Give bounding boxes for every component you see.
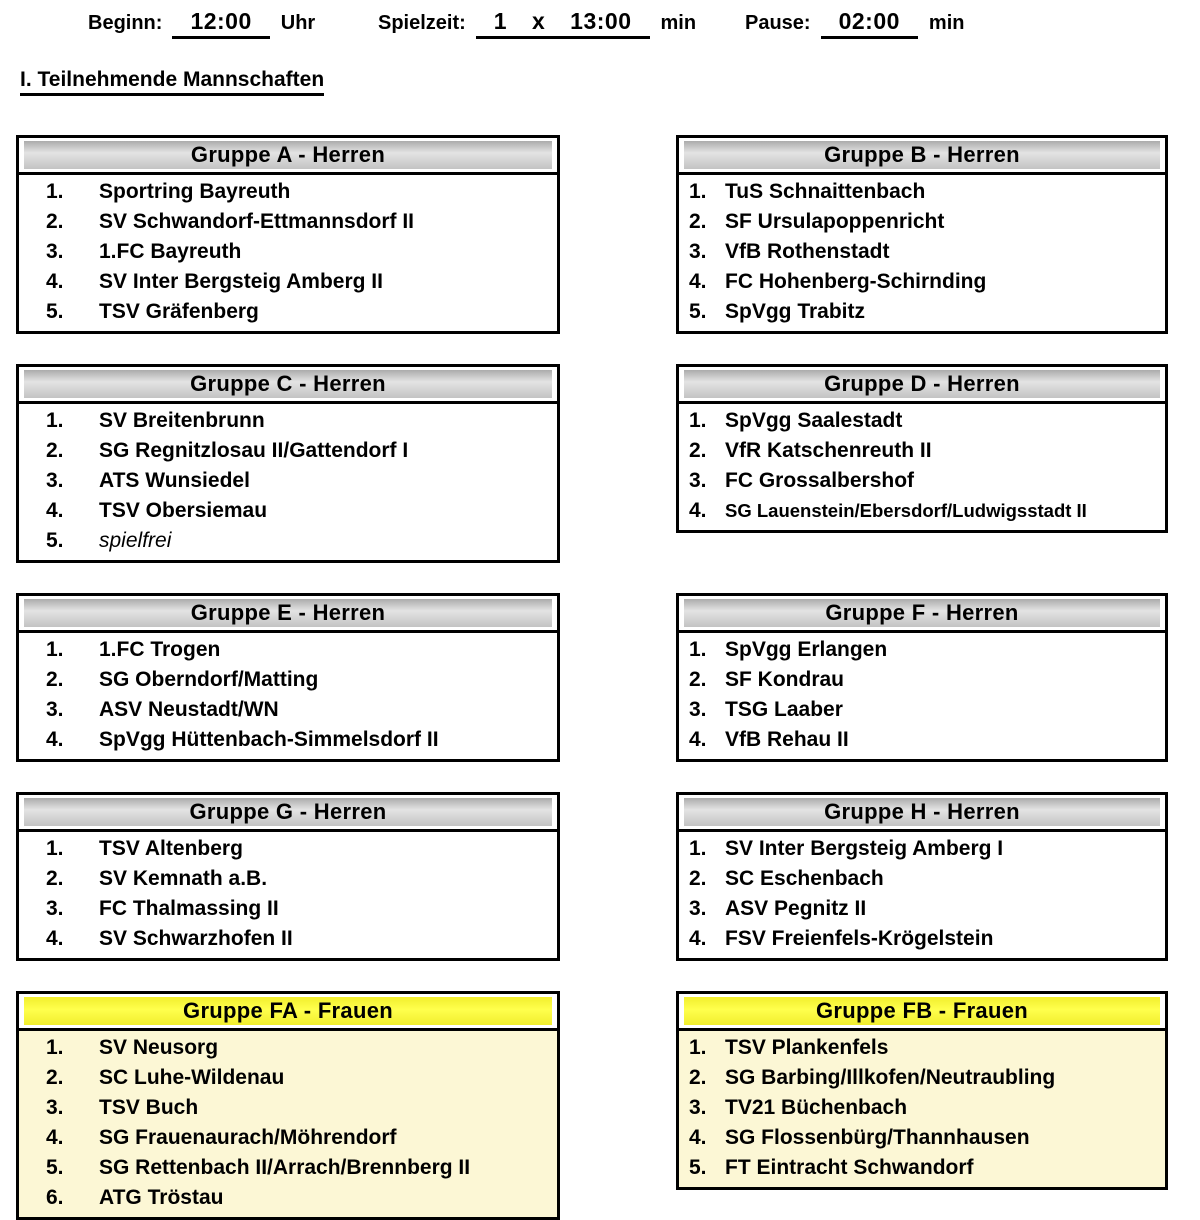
team-row bbox=[19, 1183, 557, 1213]
team-number: 3. bbox=[689, 897, 707, 920]
team-name: TuS Schnaittenbach bbox=[725, 180, 926, 203]
group-team-list bbox=[19, 1031, 557, 1217]
team-name: ATG Tröstau bbox=[99, 1186, 224, 1209]
team-number: 2. bbox=[46, 867, 64, 890]
team-number: 1. bbox=[46, 180, 64, 203]
pause-value: 02:00 bbox=[821, 8, 918, 39]
team-name: SpVgg Trabitz bbox=[725, 300, 866, 323]
team-name: VfR Katschenreuth II bbox=[725, 439, 932, 462]
team-number: 4. bbox=[46, 1126, 64, 1149]
team-name: SG Flossenbürg/Thannhausen bbox=[725, 1126, 1030, 1149]
team-number: 1. bbox=[689, 180, 707, 203]
group-grid bbox=[16, 135, 1200, 1220]
team-row bbox=[19, 496, 557, 526]
group-box bbox=[676, 364, 1168, 533]
group-title: Gruppe G - Herren bbox=[24, 798, 552, 826]
team-row bbox=[679, 297, 1165, 327]
group-header bbox=[679, 994, 1165, 1031]
team-name: SV Kemnath a.B. bbox=[99, 867, 268, 890]
team-number: 3. bbox=[689, 1096, 707, 1119]
team-row bbox=[679, 725, 1165, 755]
team-name: TSV Plankenfels bbox=[725, 1036, 889, 1059]
team-name: SV Breitenbrunn bbox=[99, 409, 265, 432]
group-row bbox=[16, 364, 1200, 563]
team-name: TSV Gräfenberg bbox=[99, 300, 259, 323]
team-name: ATS Wunsiedel bbox=[99, 469, 250, 492]
team-number: 4. bbox=[46, 499, 64, 522]
team-name: SV Inter Bergsteig Amberg I bbox=[725, 837, 1004, 860]
group-team-list bbox=[19, 832, 557, 958]
team-name: SG Oberndorf/Matting bbox=[99, 668, 319, 691]
group-team-list bbox=[19, 404, 557, 560]
team-name: SV Schwandorf-Ettmannsdorf II bbox=[99, 210, 415, 233]
team-row bbox=[19, 466, 557, 496]
team-row bbox=[679, 1033, 1165, 1063]
team-row bbox=[679, 1063, 1165, 1093]
group-box bbox=[16, 364, 560, 563]
team-row bbox=[679, 496, 1165, 526]
team-row bbox=[19, 436, 557, 466]
team-name: SG Rettenbach II/Arrach/Brennberg II bbox=[99, 1156, 471, 1179]
group-box bbox=[16, 792, 560, 961]
team-row bbox=[19, 207, 557, 237]
group-header bbox=[679, 596, 1165, 633]
team-name: FT Eintracht Schwandorf bbox=[725, 1156, 974, 1179]
team-row bbox=[19, 267, 557, 297]
team-name: TV21 Büchenbach bbox=[725, 1096, 908, 1119]
team-name: SF Ursulapoppenricht bbox=[725, 210, 945, 233]
team-number: 5. bbox=[46, 529, 64, 552]
group-row bbox=[16, 593, 1200, 762]
team-row bbox=[679, 864, 1165, 894]
team-row bbox=[19, 177, 557, 207]
team-number: 2. bbox=[689, 867, 707, 890]
team-number: 3. bbox=[689, 698, 707, 721]
team-row bbox=[19, 924, 557, 954]
group-team-list bbox=[679, 1031, 1165, 1187]
team-row bbox=[679, 1093, 1165, 1123]
team-name: TSV Obersiemau bbox=[99, 499, 268, 522]
group-row bbox=[16, 991, 1200, 1220]
team-number: 4. bbox=[46, 270, 64, 293]
team-name: TSV Altenberg bbox=[99, 837, 243, 860]
beginn-label: Beginn: bbox=[88, 12, 163, 34]
team-name: 1.FC Trogen bbox=[99, 638, 221, 661]
team-number: 2. bbox=[689, 1066, 707, 1089]
pause-unit: min bbox=[928, 12, 965, 34]
team-number: 5. bbox=[689, 1156, 707, 1179]
team-name: ASV Pegnitz II bbox=[725, 897, 867, 920]
team-number: 1. bbox=[46, 837, 64, 860]
team-row bbox=[679, 436, 1165, 466]
team-number: 1. bbox=[46, 409, 64, 432]
team-row bbox=[19, 1093, 557, 1123]
team-name: spielfrei bbox=[99, 529, 172, 552]
team-row bbox=[19, 237, 557, 267]
group-row bbox=[16, 792, 1200, 961]
team-number: 4. bbox=[689, 499, 707, 522]
team-name: VfB Rehau II bbox=[725, 728, 849, 751]
team-number: 1. bbox=[689, 837, 707, 860]
team-number: 2. bbox=[46, 210, 64, 233]
team-name: TSG Laaber bbox=[725, 698, 843, 721]
team-name: FC Thalmassing II bbox=[99, 897, 279, 920]
team-row bbox=[679, 894, 1165, 924]
team-number: 5. bbox=[46, 1156, 64, 1179]
team-number: 3. bbox=[689, 240, 707, 263]
team-number: 4. bbox=[46, 728, 64, 751]
team-row bbox=[679, 695, 1165, 725]
meta-bar bbox=[0, 0, 1200, 50]
team-row bbox=[679, 177, 1165, 207]
meta-pause bbox=[745, 8, 964, 39]
team-number: 2. bbox=[689, 668, 707, 691]
group-box bbox=[16, 135, 560, 334]
team-row bbox=[19, 1033, 557, 1063]
team-name: SV Inter Bergsteig Amberg II bbox=[99, 270, 383, 293]
group-header bbox=[679, 367, 1165, 404]
beginn-value: 12:00 bbox=[172, 8, 269, 39]
team-name: ASV Neustadt/WN bbox=[99, 698, 279, 721]
group-header bbox=[19, 795, 557, 832]
group-title: Gruppe FB - Frauen bbox=[684, 997, 1160, 1025]
group-row bbox=[16, 135, 1200, 334]
team-number: 1. bbox=[46, 638, 64, 661]
team-row bbox=[679, 237, 1165, 267]
meta-beginn bbox=[88, 8, 315, 39]
section-title: I. Teilnehmende Mannschaften bbox=[20, 68, 324, 96]
group-title: Gruppe C - Herren bbox=[24, 370, 552, 398]
group-header bbox=[19, 596, 557, 633]
team-row bbox=[19, 864, 557, 894]
group-title: Gruppe A - Herren bbox=[24, 141, 552, 169]
team-number: 4. bbox=[689, 1126, 707, 1149]
team-row bbox=[679, 665, 1165, 695]
team-row bbox=[19, 1063, 557, 1093]
team-name: SC Eschenbach bbox=[725, 867, 884, 890]
team-number: 4. bbox=[689, 927, 707, 950]
spielzeit-value: 1 x 13:00 bbox=[476, 8, 650, 39]
team-row bbox=[679, 635, 1165, 665]
team-number: 4. bbox=[689, 270, 707, 293]
team-number: 1. bbox=[46, 1036, 64, 1059]
team-row bbox=[679, 1153, 1165, 1183]
group-box bbox=[16, 593, 560, 762]
team-number: 2. bbox=[689, 439, 707, 462]
team-row bbox=[19, 526, 557, 556]
team-name: SV Schwarzhofen II bbox=[99, 927, 293, 950]
group-title: Gruppe FA - Frauen bbox=[24, 997, 552, 1025]
team-name: FSV Freienfels-Krögelstein bbox=[725, 927, 994, 950]
group-header bbox=[679, 795, 1165, 832]
team-number: 2. bbox=[689, 210, 707, 233]
group-box bbox=[676, 792, 1168, 961]
group-title: Gruppe H - Herren bbox=[684, 798, 1160, 826]
group-team-list bbox=[679, 832, 1165, 958]
group-box bbox=[676, 593, 1168, 762]
group-title: Gruppe D - Herren bbox=[684, 370, 1160, 398]
team-row bbox=[19, 725, 557, 755]
group-team-list bbox=[19, 633, 557, 759]
team-name: SG Frauenaurach/Möhrendorf bbox=[99, 1126, 397, 1149]
team-row bbox=[679, 207, 1165, 237]
team-row bbox=[679, 834, 1165, 864]
spielzeit-unit: min bbox=[660, 12, 697, 34]
team-number: 5. bbox=[46, 300, 64, 323]
team-number: 2. bbox=[46, 668, 64, 691]
group-title: Gruppe B - Herren bbox=[684, 141, 1160, 169]
team-row bbox=[679, 267, 1165, 297]
team-number: 1. bbox=[689, 409, 707, 432]
group-team-list bbox=[679, 175, 1165, 331]
team-number: 4. bbox=[689, 728, 707, 751]
team-row bbox=[19, 297, 557, 327]
group-title: Gruppe E - Herren bbox=[24, 599, 552, 627]
team-name: SG Barbing/Illkofen/Neutraubling bbox=[725, 1066, 1056, 1089]
team-row bbox=[679, 466, 1165, 496]
group-header bbox=[19, 138, 557, 175]
team-number: 3. bbox=[46, 240, 64, 263]
team-row bbox=[19, 695, 557, 725]
team-name: SG Regnitzlosau II/Gattendorf I bbox=[99, 439, 409, 462]
team-number: 3. bbox=[46, 1096, 64, 1119]
group-box bbox=[676, 991, 1168, 1190]
team-row bbox=[679, 924, 1165, 954]
team-name: SV Neusorg bbox=[99, 1036, 219, 1059]
team-number: 2. bbox=[46, 439, 64, 462]
pause-label: Pause: bbox=[745, 12, 811, 34]
group-box bbox=[16, 991, 560, 1220]
group-team-list bbox=[679, 404, 1165, 530]
team-name: FC Grossalbershof bbox=[725, 469, 915, 492]
group-title: Gruppe F - Herren bbox=[684, 599, 1160, 627]
team-row bbox=[679, 406, 1165, 436]
meta-spielzeit bbox=[378, 8, 696, 39]
team-row bbox=[19, 834, 557, 864]
team-row bbox=[19, 406, 557, 436]
team-name: Sportring Bayreuth bbox=[99, 180, 291, 203]
team-number: 1. bbox=[689, 638, 707, 661]
team-name: SF Kondrau bbox=[725, 668, 844, 691]
team-name: VfB Rothenstadt bbox=[725, 240, 890, 263]
team-name: SpVgg Hüttenbach-Simmelsdorf II bbox=[99, 728, 439, 751]
team-number: 6. bbox=[46, 1186, 64, 1209]
group-header bbox=[19, 994, 557, 1031]
beginn-unit: Uhr bbox=[280, 12, 316, 34]
group-box bbox=[676, 135, 1168, 334]
team-number: 1. bbox=[689, 1036, 707, 1059]
team-name: SG Lauenstein/Ebersdorf/Ludwigsstadt II bbox=[725, 500, 1087, 521]
team-name: TSV Buch bbox=[99, 1096, 199, 1119]
team-row bbox=[19, 1153, 557, 1183]
team-number: 2. bbox=[46, 1066, 64, 1089]
team-number: 5. bbox=[689, 300, 707, 323]
team-number: 3. bbox=[46, 897, 64, 920]
team-name: FC Hohenberg-Schirnding bbox=[725, 270, 987, 293]
team-number: 4. bbox=[46, 927, 64, 950]
spielzeit-label: Spielzeit: bbox=[378, 12, 466, 34]
team-name: SpVgg Erlangen bbox=[725, 638, 888, 661]
team-row bbox=[679, 1123, 1165, 1153]
team-number: 3. bbox=[689, 469, 707, 492]
group-header bbox=[19, 367, 557, 404]
team-number: 3. bbox=[46, 698, 64, 721]
team-row bbox=[19, 1123, 557, 1153]
team-name: SpVgg Saalestadt bbox=[725, 409, 903, 432]
team-name: 1.FC Bayreuth bbox=[99, 240, 242, 263]
team-number: 3. bbox=[46, 469, 64, 492]
group-team-list bbox=[19, 175, 557, 331]
group-header bbox=[679, 138, 1165, 175]
team-name: SC Luhe-Wildenau bbox=[99, 1066, 285, 1089]
team-row bbox=[19, 665, 557, 695]
team-row bbox=[19, 894, 557, 924]
group-team-list bbox=[679, 633, 1165, 759]
team-row bbox=[19, 635, 557, 665]
